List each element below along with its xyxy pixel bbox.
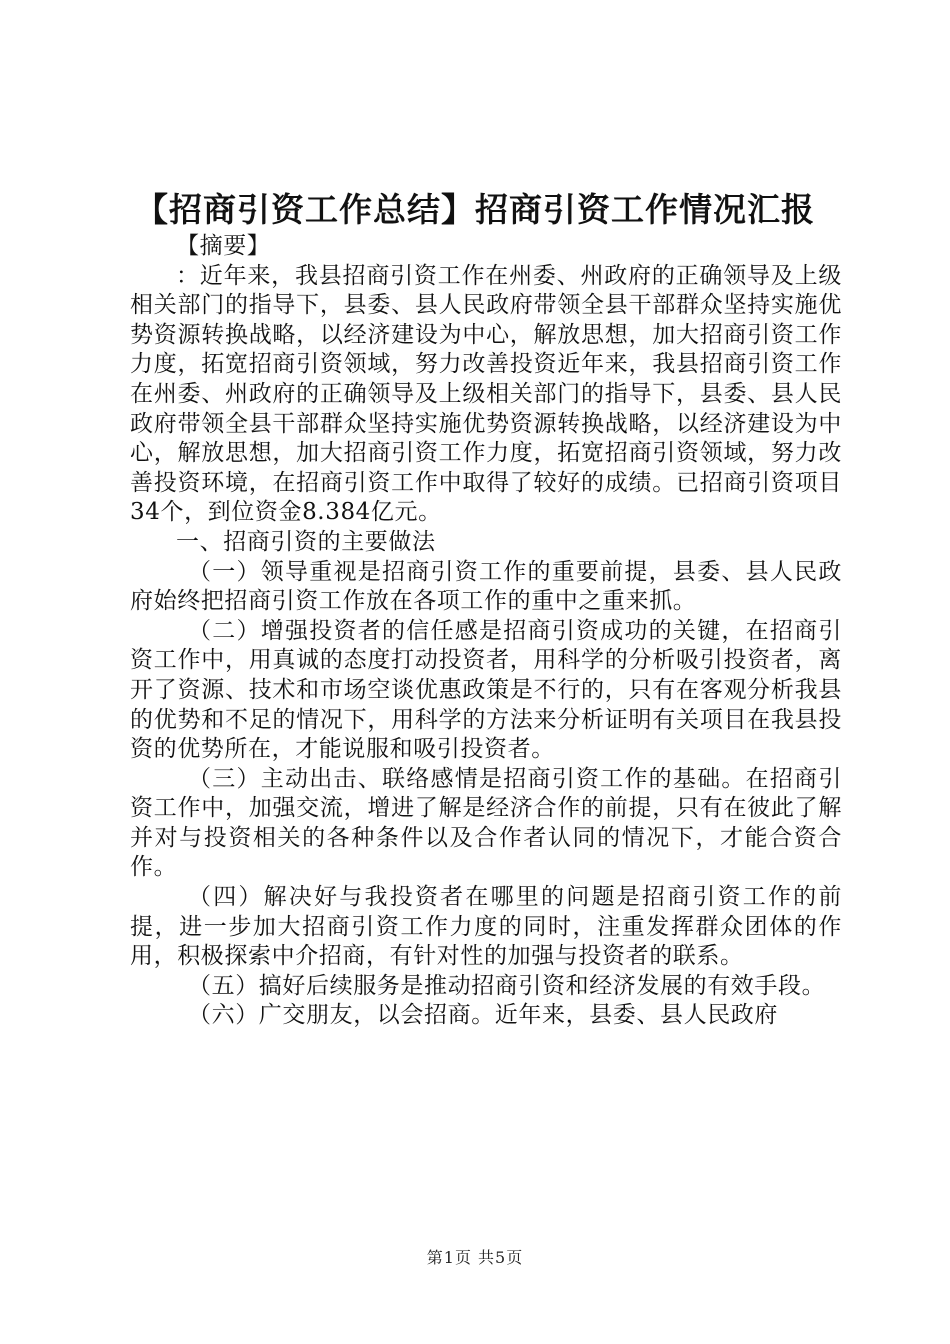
document-body <box>130 232 842 1031</box>
body-paragraph: （五）搞好后续服务是推动招商引资和经济发展的有效手段。 <box>188 972 826 999</box>
document-title: 【招商引资工作总结】招商引资工作情况汇报 <box>135 190 815 229</box>
body-paragraph: （六）广交朋友，以会招商。近年来，县委、县人民政府 <box>188 1002 778 1029</box>
body-paragraph: （三）主动出击、联络感情是招商引资工作的基础。在招商引资工作中，加强交流，增进了解是经济合作的前提，只有在彼此了解并对与投资相关的各种条件以及合作者认同的情况下，才能合资合作。 <box>130 765 842 881</box>
page-number: 第1页 共5页 <box>426 1248 524 1267</box>
body-paragraph: （四）解决好与我投资者在哪里的问题是招商引资工作的前提，进一步加大招商引资工作力度的同时，注重发挥群众团体的作用，积极探索中介招商，有针对性的加强与投资者的联系。 <box>130 884 842 970</box>
abstract-heading: 【摘要】 <box>176 233 271 259</box>
body-paragraph: （二）增强投资者的信任感是招商引资成功的关键，在招商引资工作中，用真诚的态度打动投资者，用科学的分析吸引投资者，离开了资源、技术和市场空谈优惠政策是不行的，只有在客观分析我县的优势和不足的情况下，用科学的方法来分析证明有关项目在我县投资的优势所在，才能说服和吸引投资者。 <box>130 617 842 763</box>
section-heading: 一、招商引资的主要做法 <box>176 528 436 555</box>
abstract-paragraph: ：近年来，我县招商引资工作在州委、州政府的正确领导及上级相关部门的指导下，县委、县人民政府带领全县干部群众坚持实施优势资源转换战略，以经济建设为中心，解放思想，加大招商引资工作力度，拓宽招商引资领域，努力改善投资近年来，我县招商引资工作在州委、州政府的正确领导及上级相关部门的指导下，县委、县人民政府带领全县干部群众坚持实施优势资源转换战略，以经济建设为中心，解放思想，加大招商引资工作力度，拓宽招商引资领域，努力改善投资环境，在招商引资工作中取得了较好的成绩。已招商引资项目34个，到位资金8.384亿元。 <box>130 262 842 526</box>
body-paragraph: （一）领导重视是招商引资工作的重要前提，县委、县人民政府始终把招商引资工作放在各项工作的重中之重来抓。 <box>130 558 842 615</box>
